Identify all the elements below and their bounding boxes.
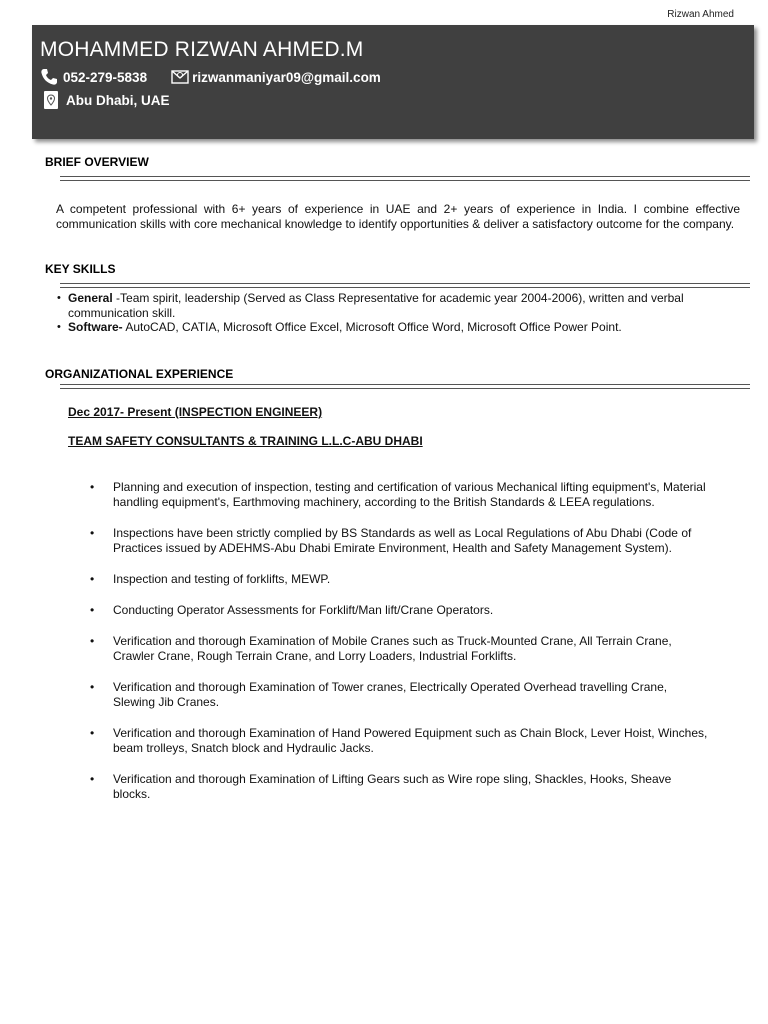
company-name: TEAM SAFETY CONSULTANTS & TRAINING L.L.C-ABU DHABI	[68, 434, 423, 448]
overview-paragraph: A competent professional with 6+ years of experience in UAE and 2+ years of experience in India. I combine effective communication skills with core mechanical knowledge to identify opportunities & deliver a satisfactory outcome for the company.	[56, 202, 740, 231]
duties-list	[90, 480, 710, 818]
job-period: Dec 2017- Present (INSPECTION ENGINEER)	[68, 405, 323, 419]
skills-list	[56, 291, 746, 335]
contact-row	[40, 68, 381, 86]
page-header-name: Rizwan Ahmed	[667, 9, 734, 20]
skill-label: General	[68, 291, 113, 305]
phone-icon	[40, 68, 58, 86]
list-item: • Verification and thorough Examination of Hand Powered Equipment such as Chain Block, Lever Hoist, Winches, beam trolleys, Snatch block and Hydraulic Jacks.	[90, 726, 710, 756]
list-item: • Verification and thorough Examination of Tower cranes, Electrically Operated Overhead travelling Crane, Slewing Jib Cranes.	[90, 680, 710, 710]
phone-number: 052-279-5838	[63, 69, 148, 85]
list-item: • Inspections have been strictly complied by BS Standards as well as Local Regulations of Abu Dhabi (Code of Practices issued by ADEHMS-Abu Dhabi Emirate Environment, Health and Safety Management System).	[90, 526, 710, 556]
list-item	[56, 291, 746, 320]
email-icon	[171, 69, 189, 85]
skills-heading: KEY SKILLS	[45, 262, 116, 276]
header-banner	[32, 25, 754, 139]
section-divider	[60, 176, 750, 181]
overview-heading: BRIEF OVERVIEW	[45, 155, 149, 169]
location-text: Abu Dhabi, UAE	[66, 92, 170, 108]
list-item: • Planning and execution of inspection, testing and certification of various Mechanical lifting equipment's, Material handling equipment's, Earthmoving machinery, according to the British Standards & LEEA regulations.	[90, 480, 710, 510]
list-item: • Verification and thorough Examination of Mobile Cranes such as Truck-Mounted Crane, All Terrain Crane, Crawler Crane, Rough Terrain Crane, and Lorry Loaders, Industrial Forklifts.	[90, 634, 710, 664]
list-item	[56, 320, 746, 335]
candidate-name: MOHAMMED RIZWAN AHMED.M	[40, 38, 364, 61]
list-item: • Inspection and testing of forklifts, MEWP.	[90, 572, 710, 587]
list-item: • Verification and thorough Examination of Lifting Gears such as Wire rope sling, Shackles, Hooks, Sheave blocks.	[90, 772, 710, 802]
list-item: • Conducting Operator Assessments for Forklift/Man lift/Crane Operators.	[90, 603, 710, 618]
experience-heading: ORGANIZATIONAL EXPERIENCE	[45, 367, 234, 381]
location-row	[44, 91, 170, 109]
skill-text: AutoCAD, CATIA, Microsoft Office Excel, Microsoft Office Word, Microsoft Office Power Point.	[122, 320, 622, 334]
section-divider	[60, 283, 750, 288]
email-address: rizwanmaniyar09@gmail.com	[192, 69, 381, 85]
section-divider	[60, 384, 750, 389]
location-pin-icon	[44, 91, 58, 109]
skill-text: -Team spirit, leadership (Served as Class Representative for academic year 2004-2006), written and verbal communication skill.	[68, 291, 684, 320]
skill-label: Software-	[68, 320, 123, 334]
